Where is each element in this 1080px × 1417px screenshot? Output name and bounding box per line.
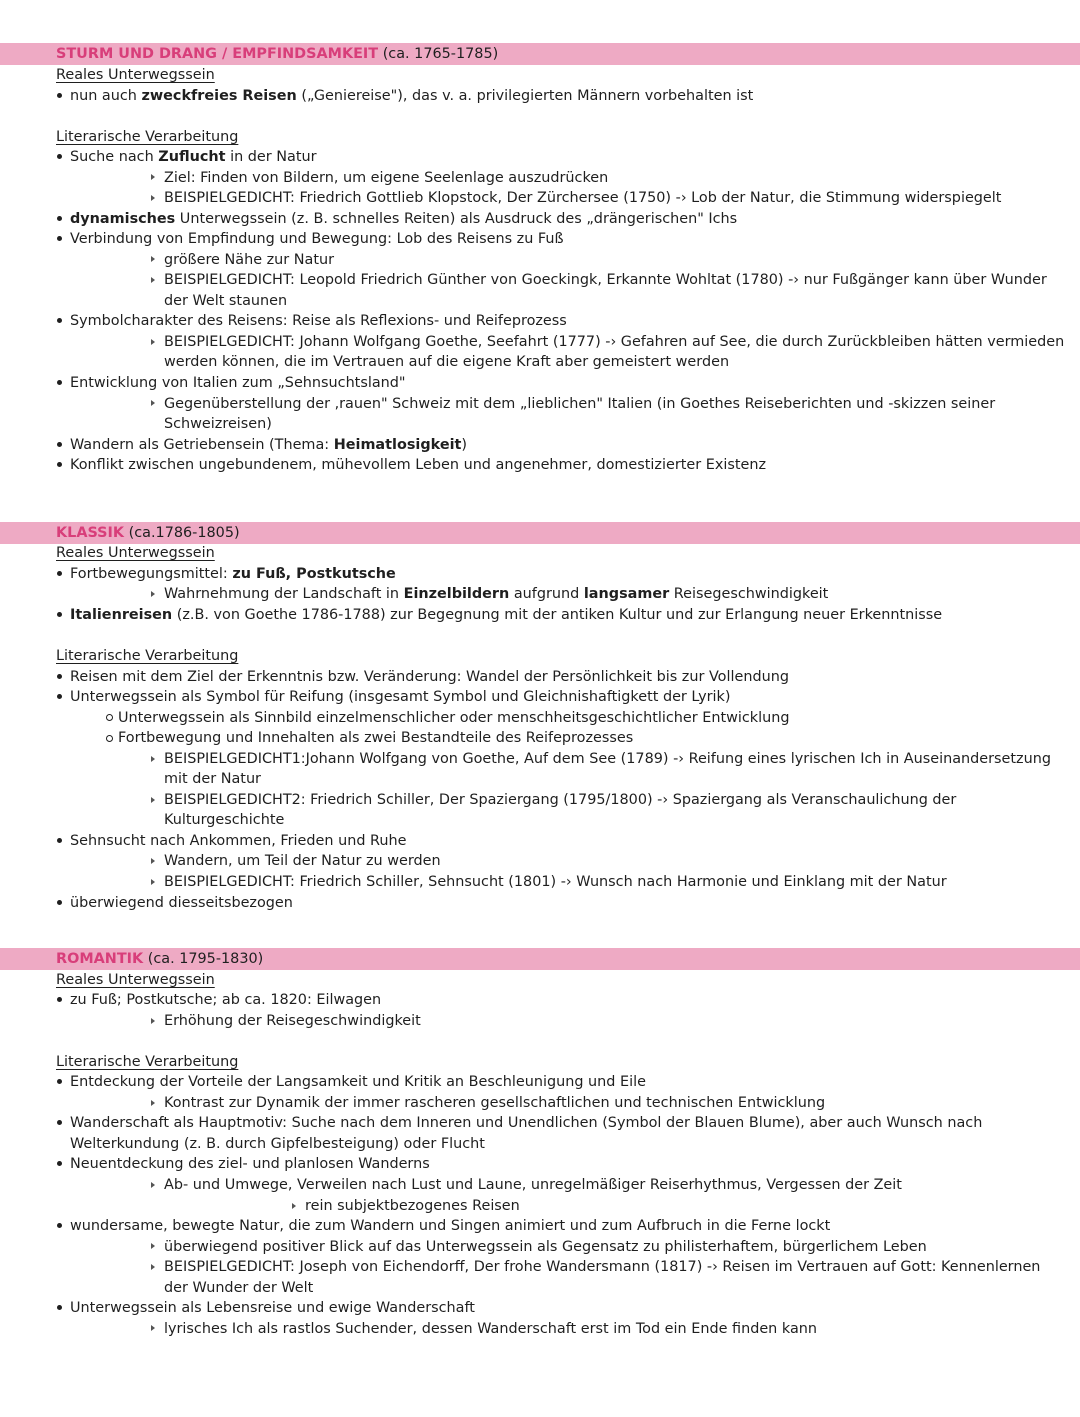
sub-item: überwiegend positiver Blick auf das Unterwegssein als Gegensatz zu philisterhaftem, bürgerlichem Leben (164, 1239, 927, 1255)
sub-item-continued: Schweizreisen) (164, 416, 272, 432)
sub-item: BEISPIELGEDICHT2: Friedrich Schiller, Der Spaziergang (1795/1800) -› Spaziergang als Veranschaulichung der (164, 792, 957, 808)
sub-item: größere Nähe zur Natur (164, 252, 335, 268)
list-item: Sehnsucht nach Ankommen, Frieden und Ruhe (70, 833, 407, 849)
bold-text: Heimatlosigkeit (333, 437, 462, 453)
arrow-bullet-icon (151, 591, 155, 597)
bullet-icon (57, 1079, 62, 1084)
sub-item-continued: der Welt staunen (164, 293, 288, 309)
arrow-bullet-icon (151, 1325, 155, 1331)
text: aufgrund (509, 586, 584, 602)
heading-literary: Literarische Verarbeitung (56, 648, 239, 664)
bullet-icon (57, 612, 62, 617)
text: ) (461, 437, 468, 453)
sub-item (164, 584, 828, 604)
sub-item-continued: mit der Natur (164, 771, 261, 787)
bold-text: Zuflucht (158, 149, 226, 165)
text: Suche nach (70, 149, 159, 165)
list-item (70, 147, 317, 167)
arrow-bullet-icon (151, 1018, 155, 1024)
arrow-bullet-icon (292, 1203, 296, 1209)
arrow-bullet-icon (151, 879, 155, 885)
bullet-icon (57, 674, 62, 679)
bullet-icon (57, 442, 62, 447)
epoch-dates: (ca. 1765-1785) (382, 46, 499, 62)
arrow-bullet-icon (151, 174, 155, 180)
sub-item: Gegenüberstellung der ‚rauen" Schweiz mit dem „lieblichen" Italien (in Goethes Reiseberichten und -skizzen seiner (164, 396, 996, 412)
sub-item-continued: werden können, die im Vertrauen auf die eigene Kraft aber gemeistert werden (164, 354, 730, 370)
arrow-bullet-icon (151, 858, 155, 864)
list-item: Unterwegssein als Lebensreise und ewige Wanderschaft (70, 1300, 475, 1316)
list-item: wundersame, bewegte Natur, die zum Wandern und Singen animiert und zum Aufbruch in die Ferne lockt (70, 1218, 831, 1234)
sub-item: Erhöhung der Reisegeschwindigkeit (164, 1013, 421, 1029)
bullet-icon (57, 1223, 62, 1228)
arrow-bullet-icon (151, 277, 155, 283)
text: Reisegeschwindigkeit (669, 586, 829, 602)
sub-item: BEISPIELGEDICHT: Friedrich Schiller, Sehnsucht (1801) -› Wunsch nach Harmonie und Einklang mit der Natur (164, 874, 947, 890)
circle-bullet-icon (106, 735, 113, 742)
arrow-bullet-icon (151, 1100, 155, 1106)
sub-item: BEISPIELGEDICHT1:Johann Wolfgang von Goethe, Auf dem See (1789) -› Reifung eines lyrischen Ich in Auseinandersetzung (164, 751, 1051, 767)
list-item: zu Fuß; Postkutsche; ab ca. 1820: Eilwagen (70, 992, 382, 1008)
list-item: Reisen mit dem Ziel der Erkenntnis bzw. Veränderung: Wandel der Persönlichkeit bis zur Vollendung (70, 669, 789, 685)
bold-text: Einzelbildern (403, 586, 510, 602)
bullet-icon (57, 236, 62, 241)
epoch-dates: (ca.1786-1805) (128, 525, 240, 541)
bullet-icon (57, 154, 62, 159)
sub-item: BEISPIELGEDICHT: Leopold Friedrich Günther von Goeckingk, Erkannte Wohltat (1780) -› nur Fußgänger kann über Wunder (164, 272, 1047, 288)
list-item: Unterwegssein als Symbol für Reifung (insgesamt Symbol und Gleichnishaftigkett der Lyrik) (70, 689, 731, 705)
sub-item: Wandern, um Teil der Natur zu werden (164, 853, 441, 869)
list-item (70, 86, 753, 106)
list-item: überwiegend diesseitsbezogen (70, 895, 293, 911)
arrow-bullet-icon (151, 1264, 155, 1270)
bullet-icon (57, 1161, 62, 1166)
section-title (56, 46, 498, 62)
arrow-bullet-icon (151, 400, 155, 406)
text: Wandern als Getriebensein (Thema: (70, 437, 334, 453)
sub-item: BEISPIELGEDICHT: Johann Wolfgang Goethe, Seefahrt (1777) -› Gefahren auf See, die durch Zurückbleiben hätten vermieden (164, 334, 1065, 350)
bold-text: Italienreisen (70, 607, 173, 623)
epoch-name: KLASSIK (56, 525, 125, 541)
sub-item: Fortbewegung und Innehalten als zwei Bestandteile des Reifeprozesses (118, 730, 634, 746)
section-band-sturm-und-drang (0, 43, 1080, 65)
arrow-bullet-icon (151, 339, 155, 345)
bullet-icon (57, 93, 62, 98)
list-item: Konflikt zwischen ungebundenem, mühevollem Leben und angenehmer, domestizierter Existenz (70, 457, 767, 473)
text: Wahrnehmung der Landschaft in (164, 586, 404, 602)
text: Fortbewegungsmittel: (70, 566, 233, 582)
section-title (56, 525, 240, 541)
bullet-icon (57, 997, 62, 1002)
heading-literary: Literarische Verarbeitung (56, 1054, 239, 1070)
heading-real-travel: Reales Unterwegssein (56, 67, 215, 83)
text: (z.B. von Goethe 1786-1788) zur Begegnung mit der antiken Kultur und zur Erlangung neuer Erkenntnisse (172, 607, 943, 623)
heading-real-travel: Reales Unterwegssein (56, 545, 215, 561)
sub-item: Ab- und Umwege, Verweilen nach Lust und Laune, unregelmäßiger Reiserhythmus, Vergessen der Zeit (164, 1177, 902, 1193)
sub-sub-item: rein subjektbezogenes Reisen (305, 1198, 520, 1214)
list-item (70, 605, 942, 625)
section-title (56, 951, 263, 967)
arrow-bullet-icon (151, 797, 155, 803)
heading-real-travel: Reales Unterwegssein (56, 972, 215, 988)
sub-item: Ziel: Finden von Bildern, um eigene Seelenlage auszudrücken (164, 170, 609, 186)
sub-item: lyrisches Ich als rastlos Suchender, dessen Wanderschaft erst im Tod ein Ende finden kann (164, 1321, 818, 1337)
bold-text: zweckfreies Reisen (141, 88, 297, 104)
epoch-dates: (ca. 1795-1830) (147, 951, 264, 967)
bold-text: langsamer (583, 586, 670, 602)
heading-literary: Literarische Verarbeitung (56, 129, 239, 145)
bullet-icon (57, 380, 62, 385)
circle-bullet-icon (106, 714, 113, 721)
sub-item: Kontrast zur Dynamik der immer rascheren gesellschaftlichen und technischen Entwicklung (164, 1095, 826, 1111)
arrow-bullet-icon (151, 195, 155, 201)
section-band-romantik (0, 948, 1080, 970)
sub-item-continued: Kulturgeschichte (164, 812, 285, 828)
epoch-name: ROMANTIK (56, 951, 144, 967)
text: („Geniereise"), das v. a. privilegierten Männern vorbehalten ist (296, 88, 754, 104)
bullet-icon (57, 838, 62, 843)
list-item-continued: Welterkundung (z. B. durch Gipfelbesteigung) oder Flucht (70, 1136, 485, 1152)
bullet-icon (57, 216, 62, 221)
bullet-icon (57, 571, 62, 576)
bullet-icon (57, 318, 62, 323)
list-item (70, 435, 467, 455)
list-item: Wanderschaft als Hauptmotiv: Suche nach dem Inneren und Unendlichen (Symbol der Blauen Blume), aber auch Wunsch nach (70, 1115, 983, 1131)
list-item: Verbindung von Empfindung und Bewegung: Lob des Reisens zu Fuß (70, 231, 564, 247)
section-band-klassik (0, 522, 1080, 544)
bullet-icon (57, 1120, 62, 1125)
sub-item: BEISPIELGEDICHT: Joseph von Eichendorff, Der frohe Wandersmann (1817) -› Reisen im Vertrauen auf Gott: Kennenlernen (164, 1259, 1041, 1275)
list-item: Entwicklung von Italien zum „Sehnsuchtsland" (70, 375, 406, 391)
sub-item: Unterwegssein als Sinnbild einzelmenschlicher oder menschheitsgeschichtlicher Entwicklung (118, 710, 790, 726)
list-item: Symbolcharakter des Reisens: Reise als Reflexions- und Reifeprozess (70, 313, 567, 329)
bullet-icon (57, 1305, 62, 1310)
bullet-icon (57, 694, 62, 699)
bold-text: dynamisches (70, 211, 176, 227)
text: in der Natur (225, 149, 317, 165)
sub-item: BEISPIELGEDICHT: Friedrich Gottlieb Klopstock, Der Zürchersee (1750) -› Lob der Natur, die Stimmung widerspiegelt (164, 190, 1002, 206)
text: nun auch (70, 88, 142, 104)
arrow-bullet-icon (151, 256, 155, 262)
list-item: Entdeckung der Vorteile der Langsamkeit und Kritik an Beschleunigung und Eile (70, 1074, 646, 1090)
bullet-icon (57, 900, 62, 905)
text: Unterwegssein (z. B. schnelles Reiten) als Ausdruck des „drängerischen" Ichs (175, 211, 738, 227)
list-item (70, 209, 737, 229)
bullet-icon (57, 462, 62, 467)
list-item (70, 564, 396, 584)
epoch-name: STURM UND DRANG / EMPFINDSAMKEIT (56, 46, 379, 62)
bold-text: zu Fuß, Postkutsche (232, 566, 396, 582)
arrow-bullet-icon (151, 1182, 155, 1188)
list-item: Neuentdeckung des ziel- und planlosen Wanderns (70, 1156, 430, 1172)
arrow-bullet-icon (151, 1243, 155, 1249)
arrow-bullet-icon (151, 756, 155, 762)
sub-item-continued: der Wunder der Welt (164, 1280, 314, 1296)
